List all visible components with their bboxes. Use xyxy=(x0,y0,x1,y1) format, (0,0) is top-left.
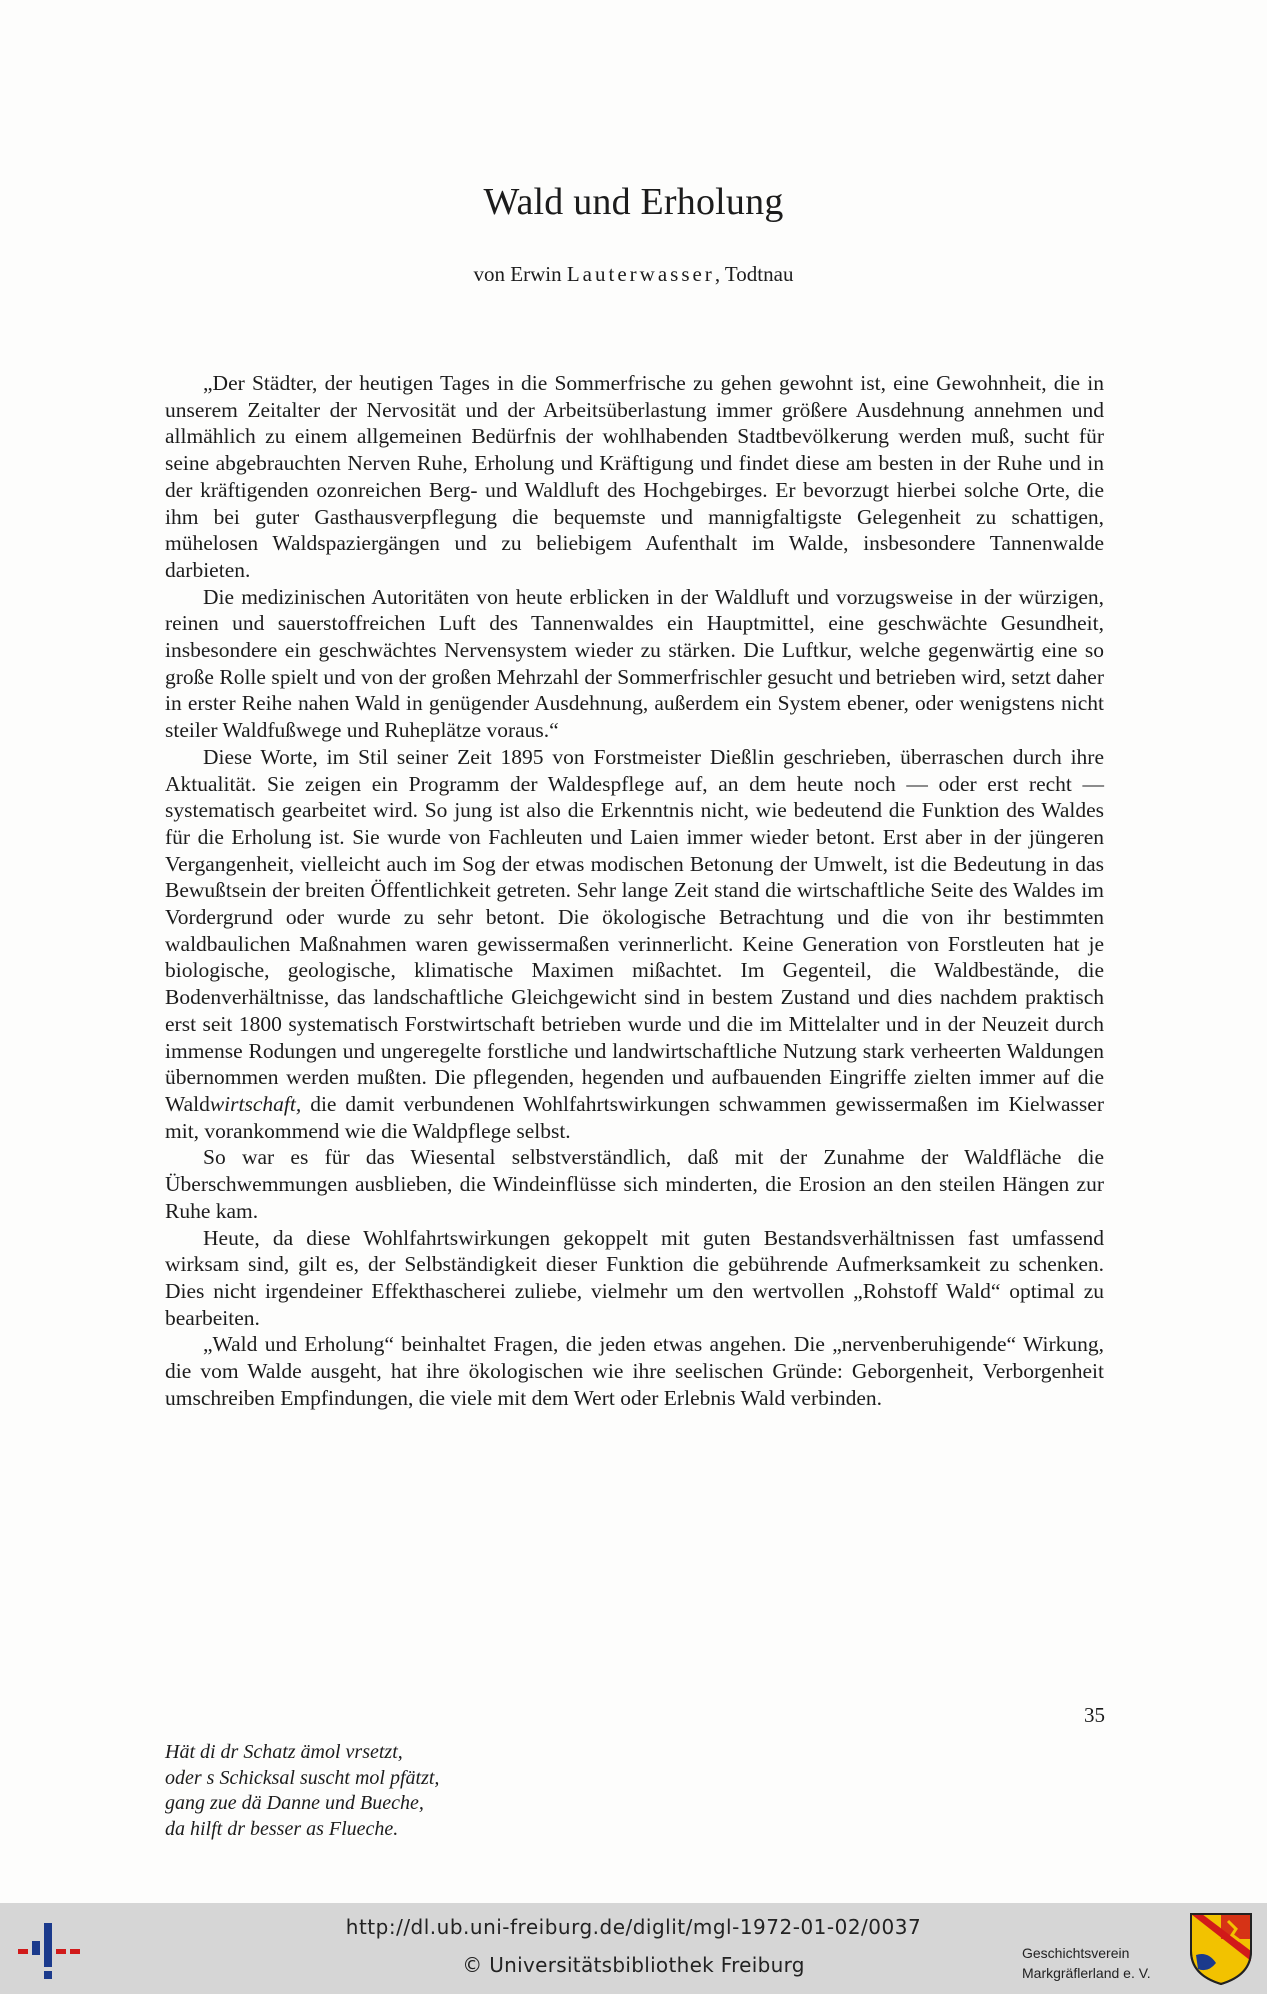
paragraph-2: Die medizinischen Autoritäten von heute erblicken in der Waldluft und vorzugsweise in der würzigen, reinen und sauerstoffreichen Luft des Tannenwaldes ein Hauptmittel, eine geschwächte Gesundheit, insbesondere ein geschwächtes Nervensystem wieder zu stärken. Die Luftkur, welche gegenwärtig eine so große Rolle spielt und von der großen Mehrzahl der Sommerfrischler gesucht und betrieben wird, setzt daher in erster Reihe nahen Wald in genügender Ausdehnung, außerdem ein System ebener, oder wenigstens nicht steiler Waldfußwege und Ruheplätze voraus.“ xyxy=(165,584,1104,743)
poem-line: Hät di dr Schatz ämol vrsetzt, xyxy=(165,1741,403,1763)
coat-of-arms-icon xyxy=(1188,1911,1254,1987)
society-name xyxy=(1022,1943,1151,1983)
dialect-poem xyxy=(165,1740,439,1842)
paragraph-1: „Der Städter, der heutigen Tages in die Sommerfrische zu gehen gewohnt ist, eine Gewohnheit, die in unserem Zeitalter der Nervosität und der Arbeitsüberlastung immer größere Ausdehnung annehmen und allmählich zu einem allgemeinen Bedürfnis der wohlhabenden Stadtbevölkerung werden muß, sucht für seine abgebrauchten Nerven Ruhe, Erholung und Kräftigung und findet diese am besten in der Ruhe und in der kräftigenden ozonreichen Berg- und Waldluft des Hochgebirges. Er bevorzugt hierbei solche Orte, die ihm bei guter Gasthausverpflegung die bequemste und mannigfaltigste Gelegenheit zu schattigen, mühelosen Waldspaziergängen und zu beliebigem Aufenthalt im Walde, insbesondere Tannenwalde darbieten. xyxy=(165,371,1104,582)
byline-prefix: von Erwin xyxy=(473,262,562,286)
viewer-footer xyxy=(0,1903,1267,1994)
article-title: Wald und Erholung xyxy=(483,181,784,223)
poem-line: oder s Schicksal suscht mol pfätzt, xyxy=(165,1766,440,1789)
page-number: 35 xyxy=(1084,1703,1105,1727)
paragraph-4: So war es für das Wiesental selbstverständlich, daß mit der Zunahme der Waldfläche die Überschwemmungen ausblieben, die Windeinflüsse sich minderten, die Erosion an den steilen Hängen zur Ruhe kam. xyxy=(165,1145,1104,1223)
byline-suffix: , Todtnau xyxy=(714,262,794,286)
society-name-line1: Geschichtsverein xyxy=(1022,1945,1130,1961)
paragraph-5: Heute, da diese Wohlfahrtswirkungen gekoppelt mit guten Bestandsverhältnissen fast umfassend wirksam sind, gilt es, der Selbständigkeit dieser Funktion die gebührende Aufmerksamkeit zu schenken. Dies nicht irgendeiner Effekthascherei zuliebe, vielmehr um den wertvollen „Rohstoff Wald“ optimal zu bearbeiten. xyxy=(165,1225,1104,1330)
article-body xyxy=(165,370,1104,1411)
poem-line: da hilft dr besser as Flueche. xyxy=(165,1817,399,1840)
society-name-line2: Markgräflerland e. V. xyxy=(1022,1965,1151,1981)
article-byline xyxy=(0,262,1267,287)
paragraph-6: „Wald und Erholung“ beinhaltet Fragen, die jeden etwas angehen. Die „nervenberuhigende“ Wirkung, die vom Walde ausgeht, hat ihre ökologischen wie ihre seelischen Gründe: Geborgenheit, Verborgenheit umschreiben Empfindungen, die viele mit dem Wert oder Erlebnis Wald verbinden. xyxy=(165,1332,1104,1410)
paragraph-3-text-b: die damit verbundenen Wohlfahrtswirkungen schwammen gewissermaßen im Kielwasser mit, vorankommend wie die Waldpflege selbst. xyxy=(165,1091,1104,1143)
paragraph-3-text-a: Diese Worte, im Stil seiner Zeit 1895 von Forstmeister Dießlin geschrieben, überraschen durch ihre Aktualität. Sie zeigen ein Programm der Waldespflege auf, an dem heute noch — oder erst recht — systematisch gearbeitet wird. So jung ist also die Erkenntnis nicht, wie bedeutend die Funktion des Waldes für die Erholung ist. Sie wurde von Fachleuten und Laien immer wieder betont. Erst aber in der jüngeren Vergangenheit, vielleicht auch im Sog der etwas modischen Betonung der Umwelt, ist die Bedeutung in das Bewußtsein der breiten Öffentlichkeit getreten. Sehr lange Zeit stand die wirtschaftliche Seite des Waldes im Vordergrund oder wurde zu sehr betont. Die ökologische Betrachtung und die von ihr bestimmten waldbaulichen Maßnahmen waren gewissermaßen verinnerlicht. Keine Generation von Forstleuten hat je biologische, geologische, klimatische Maximen mißachtet. Im Gegenteil, die Waldbestände, die Bodenverhältnisse, das landschaftliche Gleichgewicht sind in bestem Zustand und dies nachdem praktisch erst seit 1800 systematisch Forstwirtschaft betrieben wurde und die im Mittelalter und in der Neuzeit durch immense Rodungen und ungeregelte forstliche und landwirtschaftliche Nutzung stark verheerten Waldungen übernommen werden mußten. Die pflegenden, hegenden und aufbauenden Eingriffe zielten immer auf die Wald xyxy=(165,744,1104,1116)
paragraph-3 xyxy=(165,744,1104,1145)
poem-line: gang zue dä Danne und Bueche, xyxy=(165,1792,424,1814)
byline-author: Lauterwasser xyxy=(566,262,715,286)
copyright-text: © Universitätsbibliothek Freiburg xyxy=(462,1953,805,1977)
paragraph-3-italic: wirtschaft, xyxy=(209,1091,302,1116)
permalink-url[interactable]: http://dl.ub.uni-freiburg.de/diglit/mgl-1972-01-02/0037 xyxy=(345,1915,922,1939)
